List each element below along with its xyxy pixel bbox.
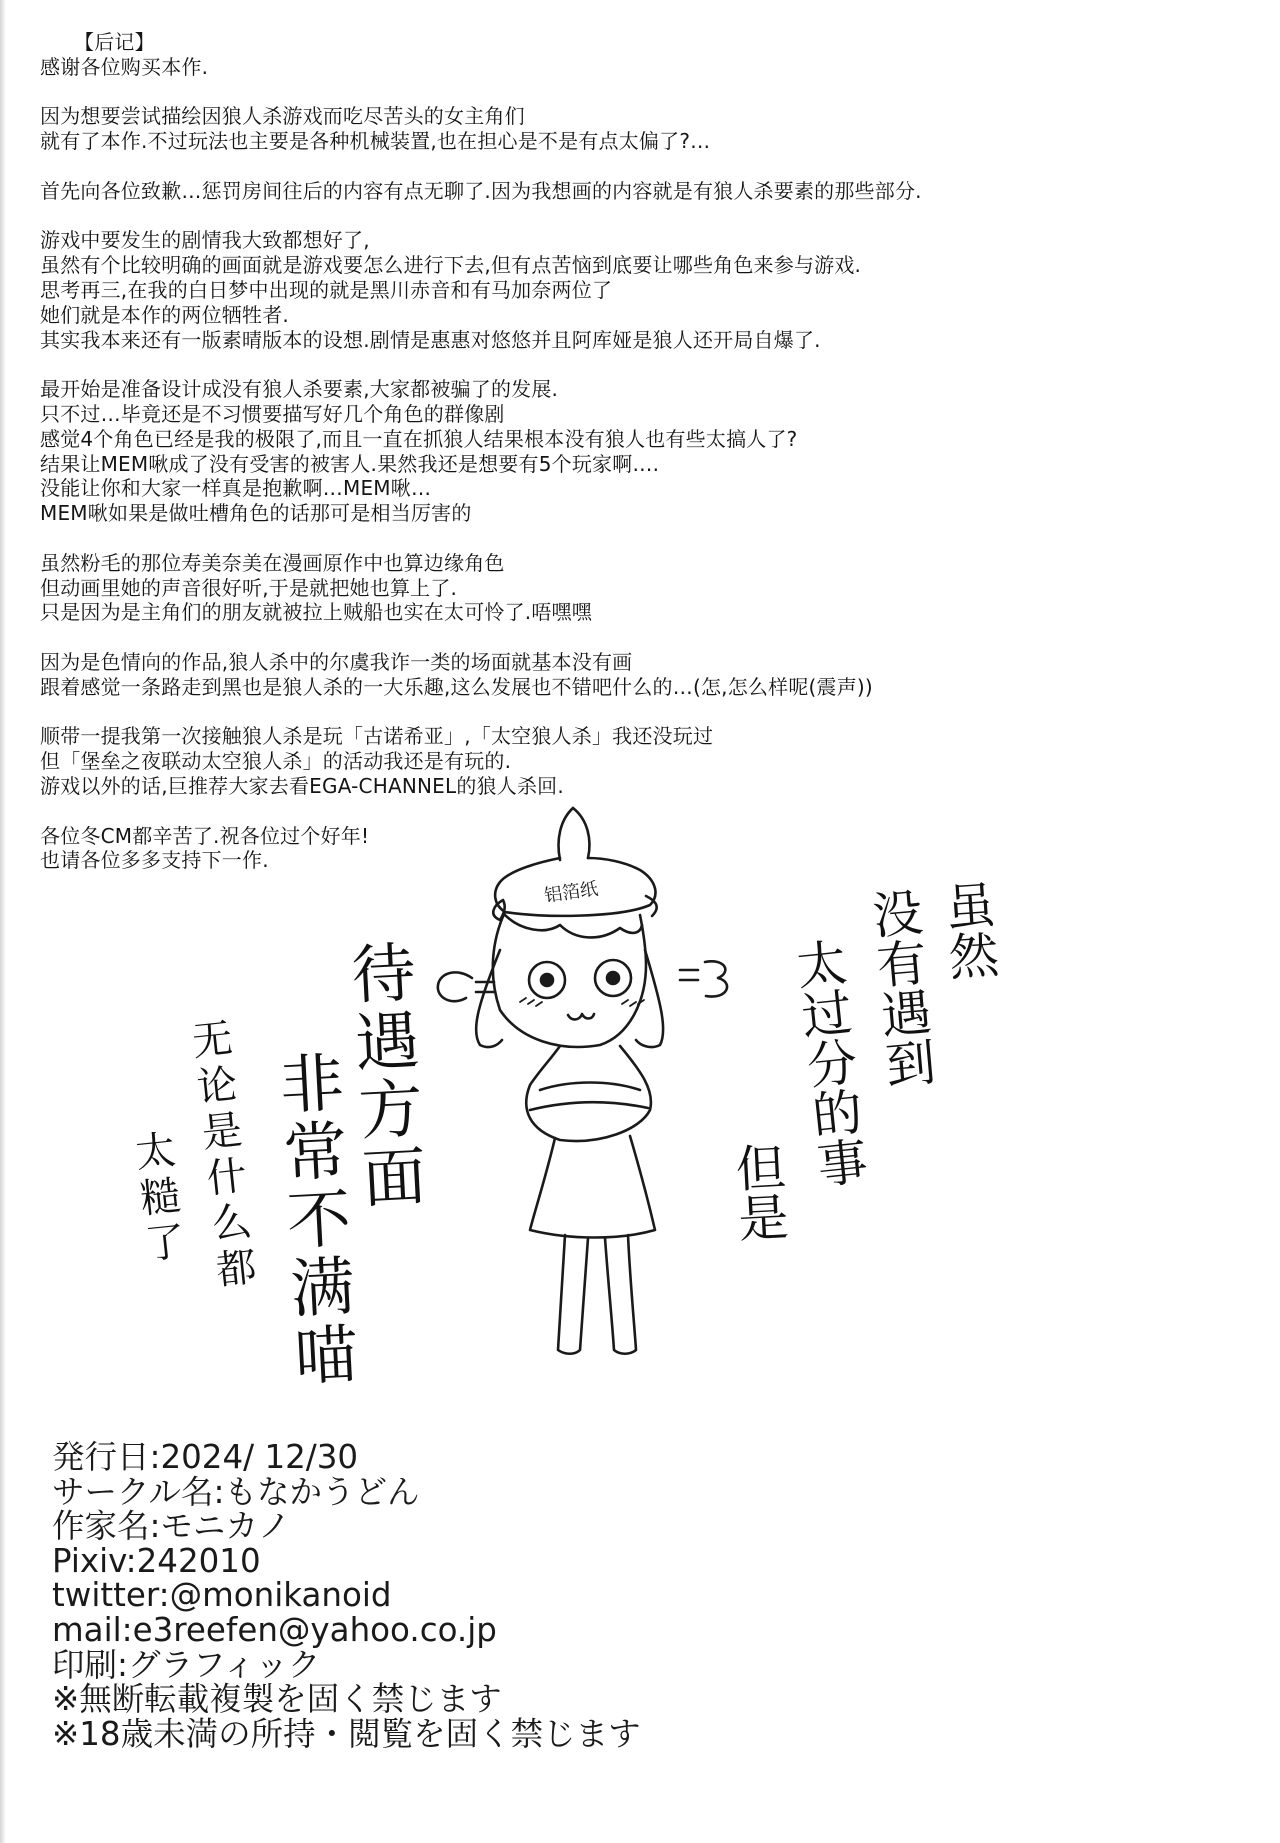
afterword-line: 结果让MEM啾成了没有受害的被害人.果然我还是想要有5个玩家啊…. [40,451,660,476]
speech-column: 非常不满喵 [267,1048,359,1392]
afterword-line: 各位冬CM都辛苦了.祝各位过个好年! [40,823,370,848]
author-name: 作家名:モニカノ [52,1507,291,1546]
afterword-line: 其实我本来还有一版素晴版本的设想.剧情是惠惠对悠悠并且阿库娅是狼人还开局自爆了. [40,327,821,352]
hat-label: 铝箔纸 [543,878,600,907]
afterword-line: 虽然粉毛的那位寿美奈美在漫画原作中也算边缘角色 [40,550,505,575]
afterword-line: MEM啾如果是做吐槽角色的话那可是相当厉害的 [40,501,472,526]
afterword-line: 她们就是本作的两位牺牲者. [40,302,289,327]
afterword-line: 虽然有个比较明确的画面就是游戏要怎么进行下去,但有点苦恼到底要让哪些角色来参与游戏. [40,253,862,278]
age-restriction-notice: ※18歳未満の所持・閲覧を固く禁じます [52,1714,641,1753]
afterword-line: 游戏中要发生的剧情我大致都想好了, [40,228,370,253]
afterword-line: 最开始是准备设计成没有狼人杀要素,大家都被骗了的发展. [40,377,559,402]
afterword-line: 感觉4个角色已经是我的极限了,而且一直在抓狼人结果根本没有狼人也有些太搞人了? [40,426,798,451]
left-leg [558,1235,588,1354]
torso [526,1046,651,1141]
speech-column: 待遇方面 [338,938,428,1214]
colophon [52,1440,952,1751]
speech-column: 没有遇到 [862,885,938,1091]
afterword-line: 没能让你和大家一样真是抱歉啊…MEM啾… [40,476,432,501]
afterword-line: 首先向各位致歉…惩罚房间往后的内容有点无聊了.因为我想画的内容就是有狼人杀要素的那些部分. [40,178,922,203]
printer-name: 印刷:グラフィック [52,1645,321,1684]
pixiv-id: Pixiv:242010 [52,1541,261,1580]
copyright-notice: ※無断転載複製を固く禁じます [52,1680,502,1719]
afterword-line: 就有了本作.不过玩法也主要是各种机械装置,也在担心是不是有点太偏了?… [40,129,711,154]
afterword-line: 思考再三,在我的白日梦中出现的就是黑川赤音和有马加奈两位了 [40,277,613,302]
afterword-line: 因为想要尝试描绘因狼人杀游戏而吃尽苦头的女主角们 [40,104,525,129]
afterword-line: 但「堡垒之夜联动太空狼人杀」的活动我还是有玩的. [40,749,512,774]
afterword-line: 只是因为是主角们的朋友就被拉上贼船也实在太可怜了.唔嘿嘿 [40,600,592,625]
mouth [568,1014,594,1019]
circle-name: サークル名:もなかうどん [52,1472,420,1511]
mail-address: mail:e3reefen@yahoo.co.jp [52,1610,497,1649]
afterword-line: 跟着感觉一条路走到黑也是狼人杀的一大乐趣,这么发展也不错吧什么的…(怎,怎么样呢(震声)) [40,674,873,699]
twitter-handle: twitter:@monikanoid [52,1576,392,1615]
speech-column: 虽然 [935,878,1001,982]
skirt [530,1136,655,1238]
afterword-heading: 【后记】 [74,30,155,54]
afterword-line: 游戏以外的话,巨推荐大家去看EGA-CHANNEL的狼人杀回. [40,773,564,798]
afterword-line: 顺带一提我第一次接触狼人杀是玩「古诺希亚」,「太空狼人杀」我还没玩过 [40,724,714,749]
right-leg [605,1235,636,1354]
speech-column: 太过分的事 [786,935,870,1191]
afterword-line: 只不过…毕竟还是不习惯要描写好几个角色的群像剧 [40,401,505,426]
afterword-line: 但动画里她的声音很好听,于是就把她也算上了. [40,575,458,600]
speech-column: 但是 [726,1140,790,1244]
speech-column: 太糙了 [126,1127,188,1271]
hat-tip [559,808,573,860]
release-date: 発行日:2024/ 12/30 [52,1438,359,1476]
afterword-line: 感谢各位购买本作. [40,54,209,79]
afterword-line: 因为是色情向的作品,狼人杀中的尔虞我诈一类的场面就基本没有画 [40,649,633,674]
speech-column: 无论是什么都 [183,1016,259,1296]
afterword-line: 也请各位多多支持下一作. [40,848,269,873]
